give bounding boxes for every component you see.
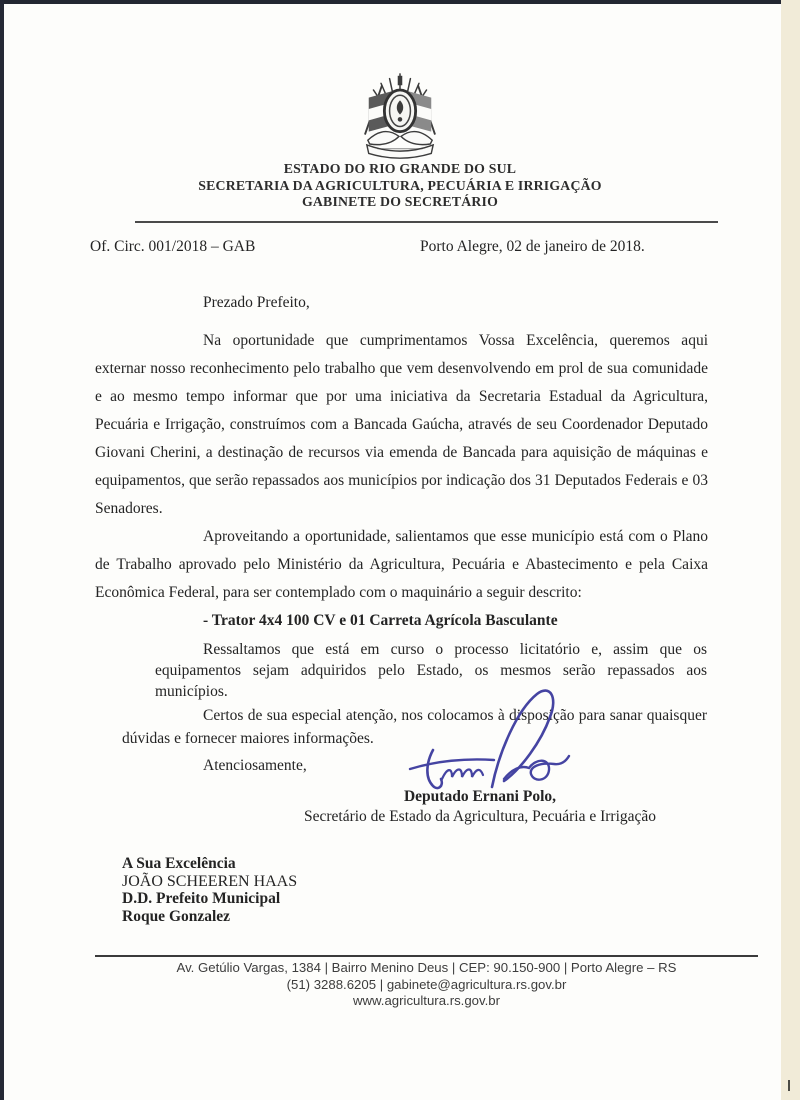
document-reference: Of. Circ. 001/2018 – GAB xyxy=(90,238,256,255)
paragraph-2: Aproveitando a oportunidade, salientamos que esse município está com o Plano de Trabalho aprovado pelo Ministério da Agricultura, Pecuária e Abastecimento e pela Caixa Econômica Federal, para ser contemplado com o maquinário a seguir descrito: xyxy=(95,528,708,601)
footer-website: www.agricultura.rs.gov.br xyxy=(352,993,501,1008)
coat-of-arms-icon xyxy=(352,72,448,162)
signatory-name: Deputado Ernani Polo, xyxy=(403,788,556,805)
scan-edge-top xyxy=(0,0,782,4)
footer-address: Av. Getúlio Vargas, 1384 | Bairro Menino Deus | CEP: 90.150-900 | Porto Alegre – RS xyxy=(176,960,677,975)
recipient-city: Roque Gonzalez xyxy=(122,907,231,925)
paragraph-1: Na oportunidade que cumprimentamos Vossa Excelência, queremos aqui externar nosso reconhecimento pelo trabalho que vem desenvolvendo em prol de sua comunidade e ao mesmo tempo informar que por uma iniciativa da Secretaria Estadual da Agricultura, Pecuária e Irrigação, construímos com a Bancada Gaúcha, através de seu Coordenador Deputado Giovani Cherini, a destinação de recursos via emenda de Bancada para aquisição de máquinas e equipamentos, que serão repassados aos municípios por indicação dos 31 Deputados Federais e 03 Senadores. xyxy=(95,332,708,517)
signature-block xyxy=(255,787,705,827)
header-divider xyxy=(135,221,718,223)
paragraph-3: Ressaltamos que está em curso o processo licitatório e, assim que os equipamentos sejam adquiridos pelo Estado, os mesmos serão repassados aos municípios. xyxy=(155,641,707,700)
paragraph-4: Certos de sua especial atenção, nos colocamos à disposição para sanar quaisquer dúvidas e fornecer maiores informações. xyxy=(122,707,707,747)
recipient-name: JOÃO SCHEEREN HAAS xyxy=(122,872,298,890)
closing: Atenciosamente, xyxy=(203,757,307,774)
scan-side-strip xyxy=(781,0,800,1100)
equipment-line: - Trator 4x4 100 CV e 01 Carreta Agrícola Basculante xyxy=(203,612,558,629)
footer-phone-email: (51) 3288.6205 | gabinete@agricultura.rs.gov.br xyxy=(286,976,567,992)
org-line-secretariat: SECRETARIA DA AGRICULTURA, PECUÁRIA E IRRIGAÇÃO xyxy=(198,177,602,193)
recipient-role: D.D. Prefeito Municipal xyxy=(122,890,281,907)
place-date: Porto Alegre, 02 de janeiro de 2018. xyxy=(420,238,645,255)
scan-speck xyxy=(788,1080,790,1091)
letterhead xyxy=(60,161,740,211)
org-line-office: GABINETE DO SECRETÁRIO xyxy=(301,194,499,209)
signatory-title: Secretário de Estado da Agricultura, Pecuária e Irrigação xyxy=(303,808,657,825)
recipient-honorific: A Sua Excelência xyxy=(122,855,236,872)
salutation: Prezado Prefeito, xyxy=(203,294,310,311)
scan-edge-left xyxy=(0,0,4,1100)
handwritten-signature xyxy=(400,680,578,795)
footer-contact xyxy=(95,960,758,1010)
org-line-state: ESTADO DO RIO GRANDE DO SUL xyxy=(283,161,517,176)
footer-divider xyxy=(95,955,758,957)
recipient-block xyxy=(122,855,297,925)
